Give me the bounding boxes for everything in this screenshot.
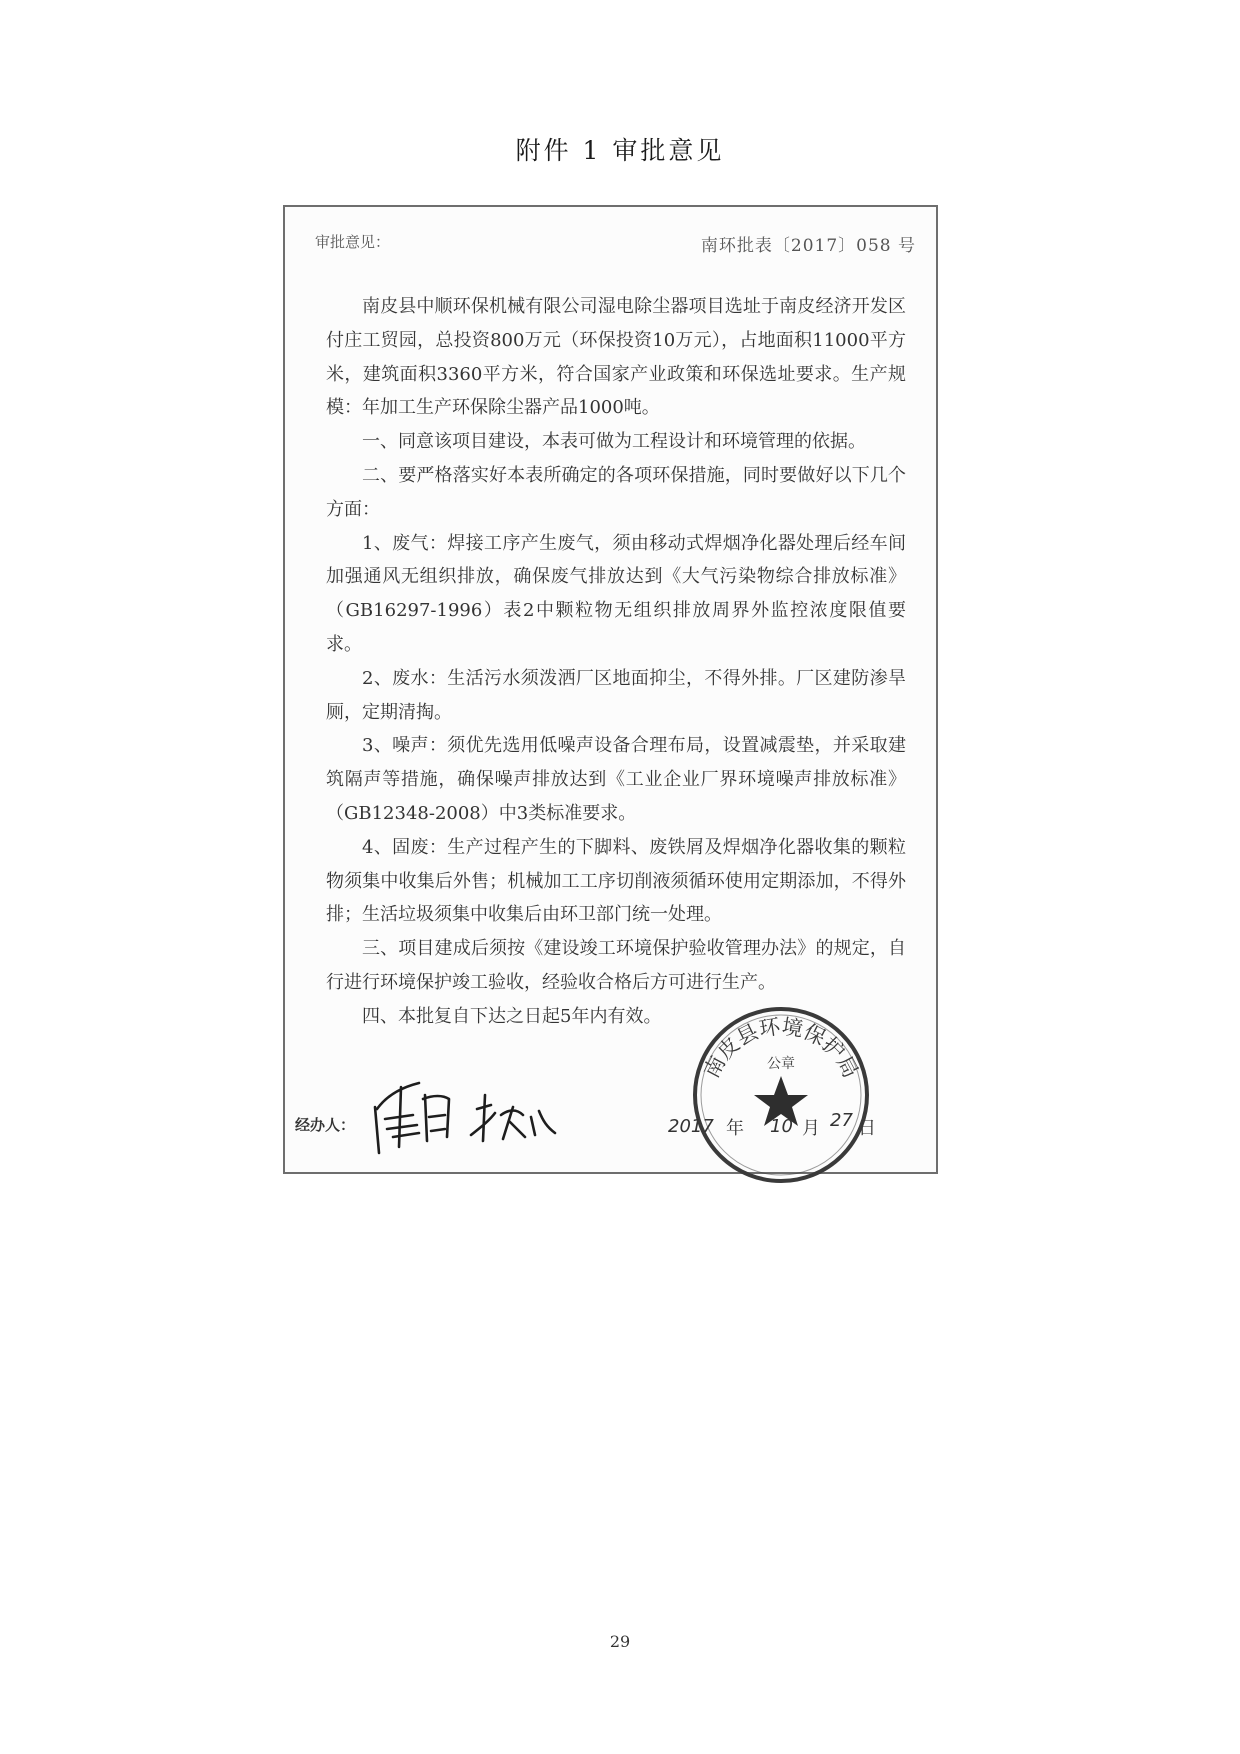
date-day-handwritten: 27 xyxy=(830,1110,853,1131)
date-month-char: 月 xyxy=(802,1118,820,1139)
page-number: 29 xyxy=(609,1632,631,1651)
document-number: 南环批表〔2017〕058 号 xyxy=(700,236,916,256)
date-month-handwritten: 10 xyxy=(770,1116,793,1137)
paragraph-2: 二、要严格落实好本表所确定的各项环保措施，同时要做好以下几个方面： xyxy=(326,464,906,520)
paragraph-1: 一、同意该项目建设，本表可做为工程设计和环境管理的依据。 xyxy=(362,431,866,453)
approval-body xyxy=(326,290,906,1034)
date-year-handwritten: 2017 xyxy=(668,1116,714,1137)
paragraph-intro: 南皮县中顺环保机械有限公司湿电除尘器项目选址于南皮经济开发区付庄工贸园，总投资800万元（环保投资10万元），占地面积11000平方米，建筑面积3360平方米，符合国家产业政策和环保选址要求。生产规模：年加工生产环保除尘器产品1000吨。 xyxy=(326,296,906,419)
date-year-char: 年 xyxy=(726,1118,744,1139)
paragraph-noise: 3、噪声：须优先选用低噪声设备合理布局，设置减震垫，并采取建筑隔声等措施，确保噪声排放达到《工业企业厂界环境噪声排放标准》（GB12348-2008）中3类标准要求。 xyxy=(326,735,906,824)
paragraph-solid-waste: 4、固废：生产过程产生的下脚料、废铁屑及焊烟净化器收集的颗粒物须集中收集后外售；机械加工工序切削液须循环使用定期添加，不得外排；生活垃圾须集中收集后由环卫部门统一处理。 xyxy=(326,836,906,926)
page-title: 附件 1 审批意见 xyxy=(515,136,725,165)
official-seal xyxy=(690,1004,872,1186)
paragraph-4: 四、本批复自下达之日起5年内有效。 xyxy=(362,1005,662,1027)
date-day-char: 日 xyxy=(858,1118,876,1139)
approval-form xyxy=(283,205,938,1174)
seal-center-text: 公章 xyxy=(767,1056,795,1072)
paragraph-waste-water: 2、废水：生活污水须泼洒厂区地面抑尘，不得外排。厂区建防渗旱厕，定期清掏。 xyxy=(326,667,906,723)
paragraph-3: 三、项目建成后须按《建设竣工环境保护验收管理办法》的规定，自行进行环境保护竣工验收，经验收合格后方可进行生产。 xyxy=(326,938,906,993)
paragraph-waste-gas: 1、废气：焊接工序产生废气，须由移动式焊烟净化器处理后经车间加强通风无组织排放，确保废气排放达到《大气污染物综合排放标准》（GB16297-1996）表2中颗粒物无组织排放周界外监控浓度限值要求。 xyxy=(326,532,906,655)
seal-text: 南皮县环境保护局 xyxy=(699,1014,863,1082)
signing-date xyxy=(668,1110,898,1150)
form-label: 审批意见： xyxy=(315,233,391,251)
handwritten-signature xyxy=(363,1065,563,1157)
handler-label: 经办人： xyxy=(295,1116,356,1134)
